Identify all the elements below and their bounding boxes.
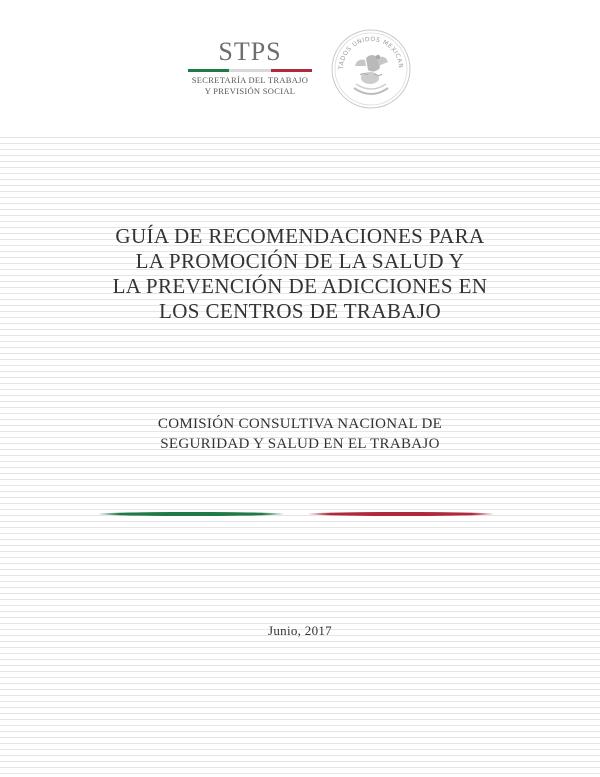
stripe-red (271, 69, 312, 72)
green-divider (98, 512, 284, 516)
mexican-coat-of-arms-seal-icon (330, 28, 412, 110)
red-divider (308, 512, 494, 516)
stps-logo (186, 38, 314, 97)
publication-date: Junio, 2017 (268, 623, 332, 638)
title-line: LA PROMOCIÓN DE LA SALUD Y (135, 249, 465, 273)
document-subtitle (50, 414, 550, 454)
title-line: LA PREVENCIÓN DE ADICCIONES EN (112, 274, 488, 298)
stps-name-line-1: SECRETARÍA DEL TRABAJO (191, 75, 309, 85)
title-line: LOS CENTROS DE TRABAJO (158, 299, 442, 323)
subtitle-line: COMISIÓN CONSULTIVA NACIONAL DE (157, 416, 443, 432)
tricolor-stripe (188, 69, 312, 72)
subtitle-line: SEGURIDAD Y SALUD EN EL TRABAJO (160, 436, 440, 452)
title-line: GUÍA DE RECOMENDACIONES PARA (115, 224, 485, 248)
cover-header (0, 0, 600, 132)
stripe-green (188, 69, 229, 72)
stps-acronym: STPS (218, 37, 282, 66)
stripe-white (229, 69, 270, 72)
stps-name-line-2: Y PREVISIÓN SOCIAL (204, 86, 296, 96)
document-title (50, 224, 550, 324)
seal-text: TADOS UNIDOS MEXICAN (337, 35, 405, 70)
